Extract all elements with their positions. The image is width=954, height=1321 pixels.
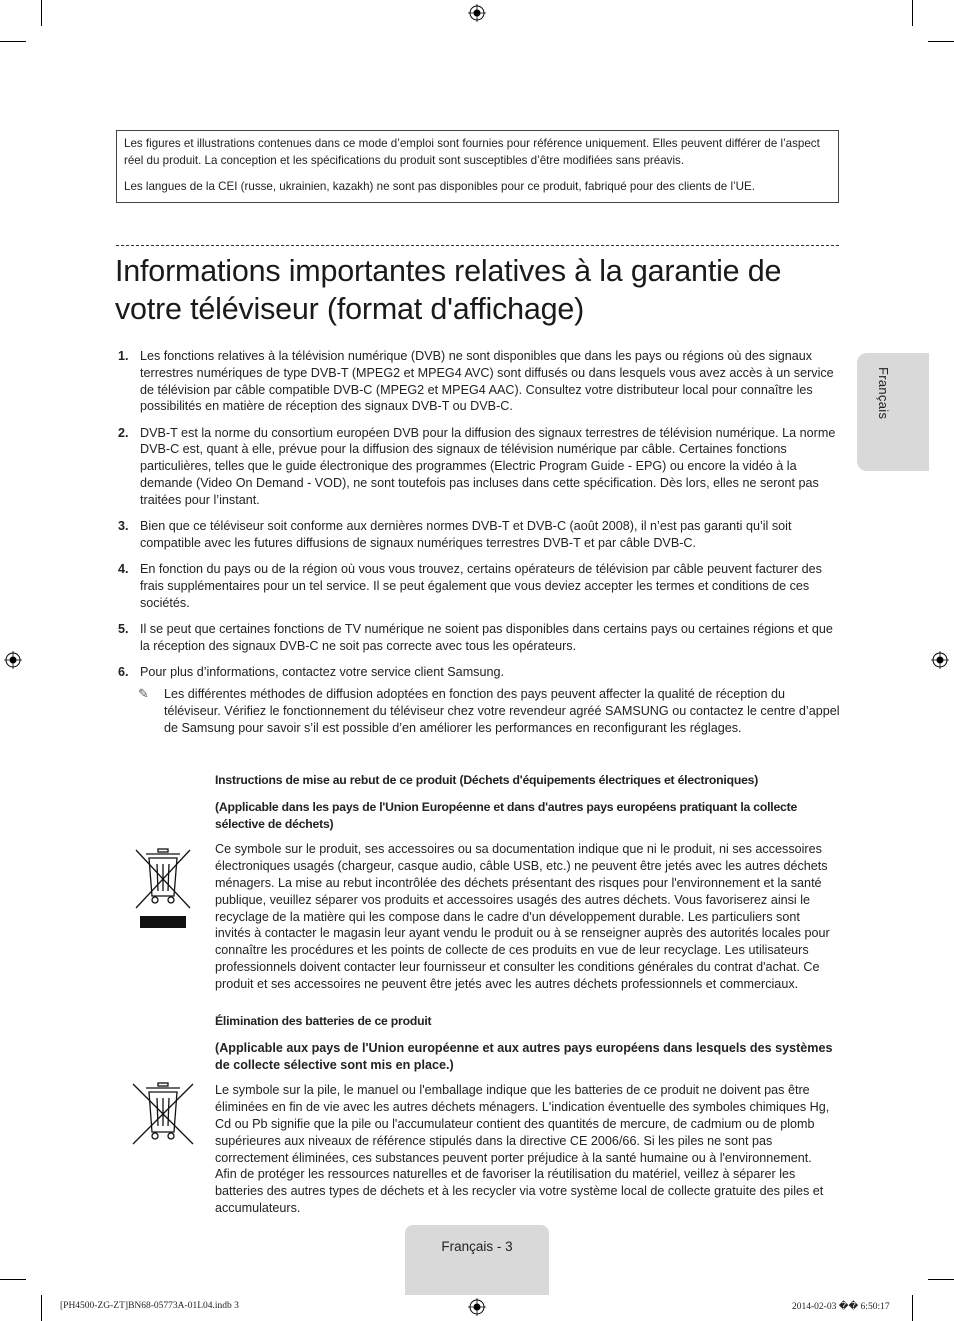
crossed-bin-icon — [130, 1080, 196, 1148]
weee-heading: Instructions de mise au rebut de ce produit (Déchets d'équipements électriques et électroniques) — [215, 773, 759, 787]
crop-mark — [41, 0, 42, 26]
crop-mark — [0, 41, 26, 42]
item-number: 2. — [118, 425, 129, 440]
page-number-tab — [405, 1225, 549, 1295]
pencil-icon: ✎ — [138, 686, 149, 702]
registration-mark-icon — [931, 651, 949, 669]
weee-subheading: (Applicable dans les pays de l'Union Européenne et dans d'autres pays européens pratiquant la collecte sélective de déchets) — [215, 799, 798, 831]
section-divider — [116, 245, 839, 246]
footer-file-info: [PH4500-ZG-ZT]BN68-05773A-01L04.indb 3 — [60, 1301, 239, 1311]
crop-mark — [928, 41, 954, 42]
crossed-bin-icon — [133, 846, 193, 932]
list-item — [116, 425, 840, 509]
battery-body: Le symbole sur la pile, le manuel ou l'emballage indique que les batteries de ce produit ne doivent pas être éliminées en fin de vie avec les autres déchets ménagers. L'indication éventuelle des symboles chimiques Hg, Cd ou Pb signifie que la pile ou l'accumulateur contient des quantités de mercure, de cadmium ou de plomb supérieures aux niveaux de référence stipulés dans la directive CE 2006/66. Si les piles ne sont pas correctement éliminées, ces substances peuvent porter préjudice à la santé humaine ou à l'environnement. Afin de protéger les ressources naturelles et de favoriser la réutilisation du matériel, veillez à séparer les batteries des autres types de déchets et à les recycler via votre système local de collecte gratuite des piles et accumulateurs. — [215, 1083, 830, 1215]
registration-mark-icon — [468, 4, 486, 22]
item-text: Les fonctions relatives à la télévision numérique (DVB) ne sont disponibles que dans les pays ou régions où des signaux terrestres numériques de type DVB-T (MPEG2 et MPEG4 AVC) sont diffusés ou dans lesquels vous avez accès à un service de télévision par câble compatible DVB-C (MPEG2 et MPEG4 AAC). Consultez votre distributeur local pour connaître les possibilités en matière de réception des signaux DVB-T ou DVB-C. — [140, 349, 834, 414]
weee-section — [215, 772, 835, 993]
crop-mark — [928, 1279, 954, 1280]
item-number: 5. — [118, 622, 129, 637]
item-number: 4. — [118, 562, 129, 577]
item-text: Il se peut que certaines fonctions de TV numérique ne soient pas disponibles dans certains pays ou certaines régions et que la réception des signaux DVB-C ne soit pas correcte avec tous les opérateurs. — [140, 622, 833, 653]
numbered-list — [116, 348, 840, 736]
registration-mark-icon — [4, 651, 22, 669]
item-number: 3. — [118, 519, 129, 534]
item-number: 6. — [118, 665, 129, 680]
list-item — [116, 664, 840, 681]
footer-timestamp: 2014-02-03 �� 6:50:17 — [792, 1302, 890, 1312]
crop-mark — [41, 1295, 42, 1321]
language-tab-label: Français — [876, 367, 891, 420]
battery-heading: Élimination des batteries de ce produit — [215, 1014, 432, 1028]
notice-text: Les figures et illustrations contenues dans ce mode d’emploi sont fournies pour référence uniquement. Elles peuvent différer de l’aspect réel du produit. La conception et les spécifications du produit sont susceptibles d’être modifiées sans préavis. — [124, 137, 820, 167]
item-text: Bien que ce téléviseur soit conforme aux dernières normes DVB-T et DVB-C (août 2008), il n’est pas garanti qu’il soit compatible avec les futures diffusions de signaux numériques terrestres DVB-T et par câble DVB-C. — [140, 519, 792, 550]
item-text: DVB-T est la norme du consortium européen DVB pour la diffusion des signaux terrestres de télévision numérique. La norme DVB-C est, quant à elle, prévue pour la diffusion des signaux de télévision numérique par câble. Certaines fonctions particulières, telles que le guide électronique des programmes (Electric Program Guide - EPG) ou encore la vidéo à la demande (Video On Demand - VOD), ne sont toutefois pas incluses dans cette spécification. Dès lors, elles ne seront pas traitées pour l’instant. — [140, 425, 836, 507]
item-text: Pour plus d’informations, contactez votre service client Samsung. — [140, 665, 504, 680]
notice-box — [116, 130, 839, 203]
list-item — [116, 621, 840, 655]
weee-body: Ce symbole sur le produit, ses accessoires ou sa documentation indique que ni le produit, ni ses accessoires électroniques usagés (chargeur, casque audio, câble USB, etc.) ne peuvent être jetés avec les autres déchets ménagers. La mise au rebut incontrôlée des déchets présentant des risques pour l'environnement et la santé publique, veuillez séparer vos produits et accessoires usagés des autres déchets. Vous favoriserez ainsi le recyclage de la matière qui les compose dans le cadre d'un développement durable. Les particuliers sont invités à contacter le magasin leur ayant vendu le produit ou à se renseigner auprès des autorités locales pour connaître les procédures et les points de collecte de ces produits en vue de leur recyclage. Les utilisateurs professionnels doivent contacter leur fournisseur et consulter les conditions générales du contrat d'achat. Ce produit et ses accessoires ne peuvent être jetés avec les autres déchets professionnels et commerciaux. — [215, 842, 830, 991]
crop-mark — [912, 1295, 913, 1321]
crop-mark — [0, 1279, 26, 1280]
page-number: Français - 3 — [441, 1239, 513, 1254]
page-title: Informations importantes relatives à la garantie de votre téléviseur (format d'affichage) — [115, 254, 782, 326]
list-item — [116, 348, 840, 415]
notice-text: Les langues de la CEI (russe, ukrainien, kazakh) ne sont pas disponibles pour ce produit, fabriqué pour des clients de l’UE. — [124, 180, 755, 193]
battery-section — [215, 1013, 835, 1217]
battery-subheading: (Applicable aux pays de l'Union européenne et aux autres pays européens dans lesquels des systèmes de collecte sélective sont mis en place.) — [215, 1040, 833, 1072]
note — [116, 686, 840, 736]
item-number: 1. — [118, 349, 129, 363]
crop-mark — [912, 0, 913, 26]
note-text: Les différentes méthodes de diffusion adoptées en fonction des pays peuvent affecter la qualité de réception du téléviseur. Vérifiez le fonctionnement du téléviseur chez votre revendeur agréé SAMSUNG ou contactez le centre d’appel de Samsung pour savoir s’il est possible d’en améliorer les performances en reconfigurant les réglages. — [164, 687, 840, 735]
language-tab — [857, 353, 929, 471]
list-item — [116, 561, 840, 611]
registration-mark-icon — [468, 1298, 486, 1316]
item-text: En fonction du pays ou de la région où vous vous trouvez, certains opérateurs de télévision par câble peuvent facturer des frais supplémentaires pour un tel service. Il se peut également que vous deviez accepter les termes et conditions de ces sociétés. — [140, 562, 822, 610]
list-item — [116, 518, 840, 552]
